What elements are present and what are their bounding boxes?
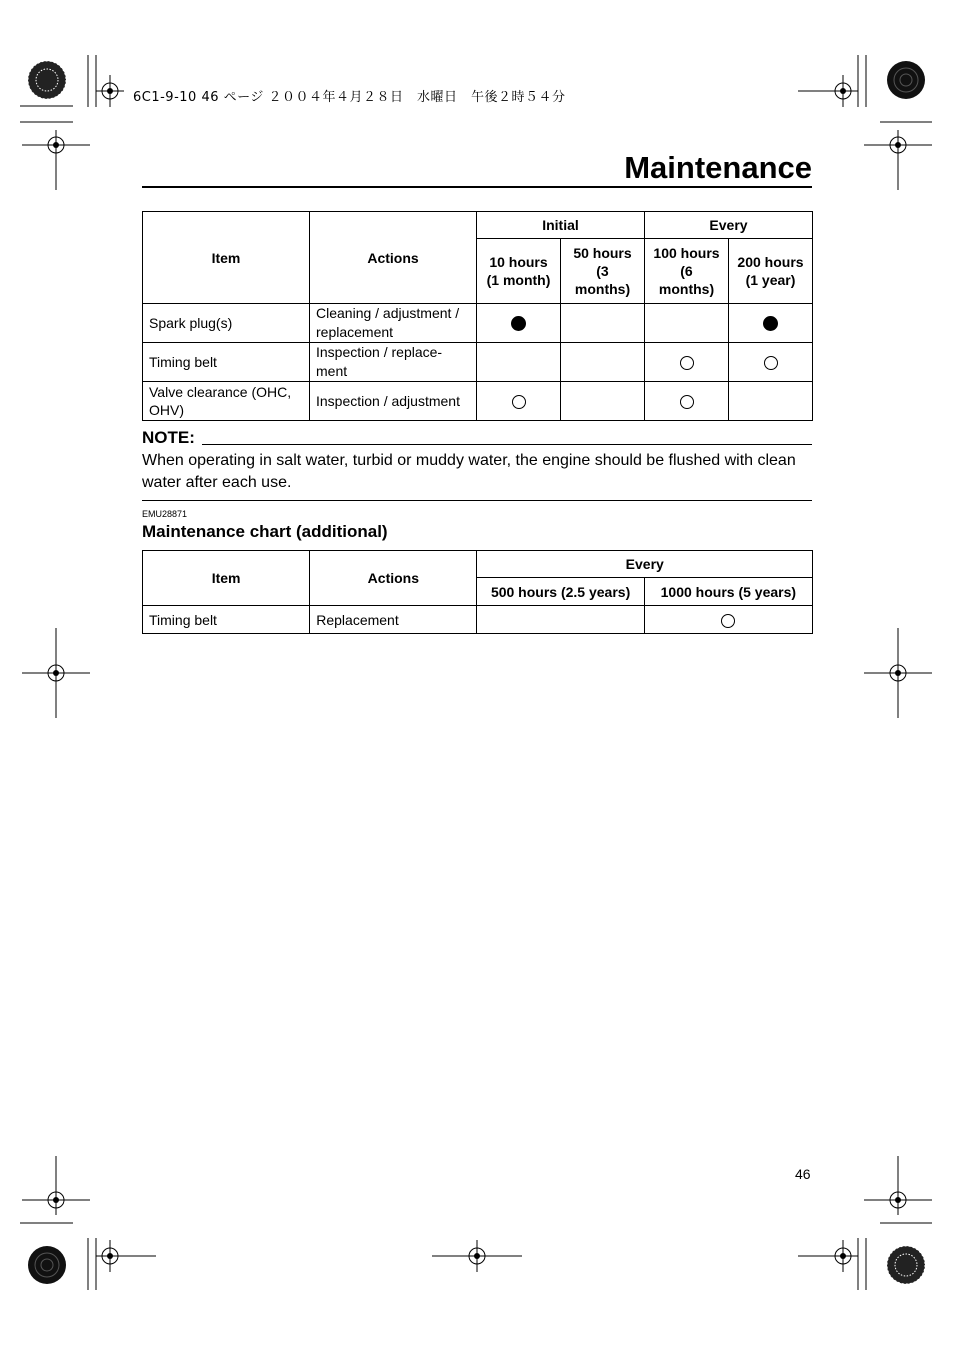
interval-cell	[477, 304, 561, 343]
note-label: NOTE:	[142, 428, 195, 447]
interval-cell	[561, 304, 645, 343]
note-text: When operating in salt water, turbid or muddy water, the engine should be flushed with clean water after each use.	[142, 452, 796, 491]
row-item: Timing belt	[143, 343, 310, 382]
header-every: Every	[645, 212, 813, 239]
interval-cell	[477, 382, 561, 421]
header-500-hours: 500 hours (2.5 years)	[477, 578, 644, 606]
row-action: Cleaning / adjustment / replacement	[310, 304, 477, 343]
interval-cell	[645, 343, 729, 382]
filled-circle-icon	[763, 316, 778, 331]
interval-cell	[477, 606, 644, 634]
row-action: Inspection / adjustment	[310, 382, 477, 421]
header-initial: Initial	[477, 212, 645, 239]
note-divider	[202, 444, 812, 445]
header-10-hours: 10 hours (1 month)	[477, 239, 561, 304]
interval-cell	[644, 606, 812, 634]
header-actions: Actions	[310, 212, 477, 304]
row-action: Replacement	[310, 606, 477, 634]
interval-cell	[729, 382, 813, 421]
header-100-hours: 100 hours (6 months)	[645, 239, 729, 304]
interval-cell	[561, 343, 645, 382]
section-code: EMU28871	[142, 509, 188, 519]
interval-cell	[729, 304, 813, 343]
header-item: Item	[143, 551, 310, 606]
open-circle-icon	[512, 395, 526, 409]
header-200-hours: 200 hours (1 year)	[729, 239, 813, 304]
table-row	[143, 606, 813, 634]
row-item: Timing belt	[143, 606, 310, 634]
row-action: Inspection / replace-ment	[310, 343, 477, 382]
interval-cell	[729, 343, 813, 382]
open-circle-icon	[764, 356, 778, 370]
header-item: Item	[143, 212, 310, 304]
section-title: Maintenance chart (additional)	[142, 522, 388, 541]
table-row	[143, 382, 813, 421]
interval-cell	[645, 382, 729, 421]
maintenance-table	[142, 211, 813, 421]
open-circle-icon	[721, 614, 735, 628]
table-row	[143, 343, 813, 382]
row-item: Valve clearance (OHC, OHV)	[143, 382, 310, 421]
note-bottom-divider	[142, 500, 812, 501]
additional-maintenance-table	[142, 550, 813, 634]
header-actions: Actions	[310, 551, 477, 606]
table-row	[143, 304, 813, 343]
page-title: Maintenance	[624, 150, 812, 185]
open-circle-icon	[680, 395, 694, 409]
header-1000-hours: 1000 hours (5 years)	[644, 578, 812, 606]
title-divider	[142, 186, 812, 188]
print-info: 6C1-9-10 46 ページ ２００４年４月２８日 水曜日 午後２時５４分	[133, 90, 566, 105]
header-50-hours: 50 hours (3 months)	[561, 239, 645, 304]
row-item: Spark plug(s)	[143, 304, 310, 343]
interval-cell	[645, 304, 729, 343]
interval-cell	[561, 382, 645, 421]
open-circle-icon	[680, 356, 694, 370]
header-every: Every	[477, 551, 813, 578]
filled-circle-icon	[511, 316, 526, 331]
interval-cell	[477, 343, 561, 382]
page-number: 46	[795, 1166, 811, 1182]
